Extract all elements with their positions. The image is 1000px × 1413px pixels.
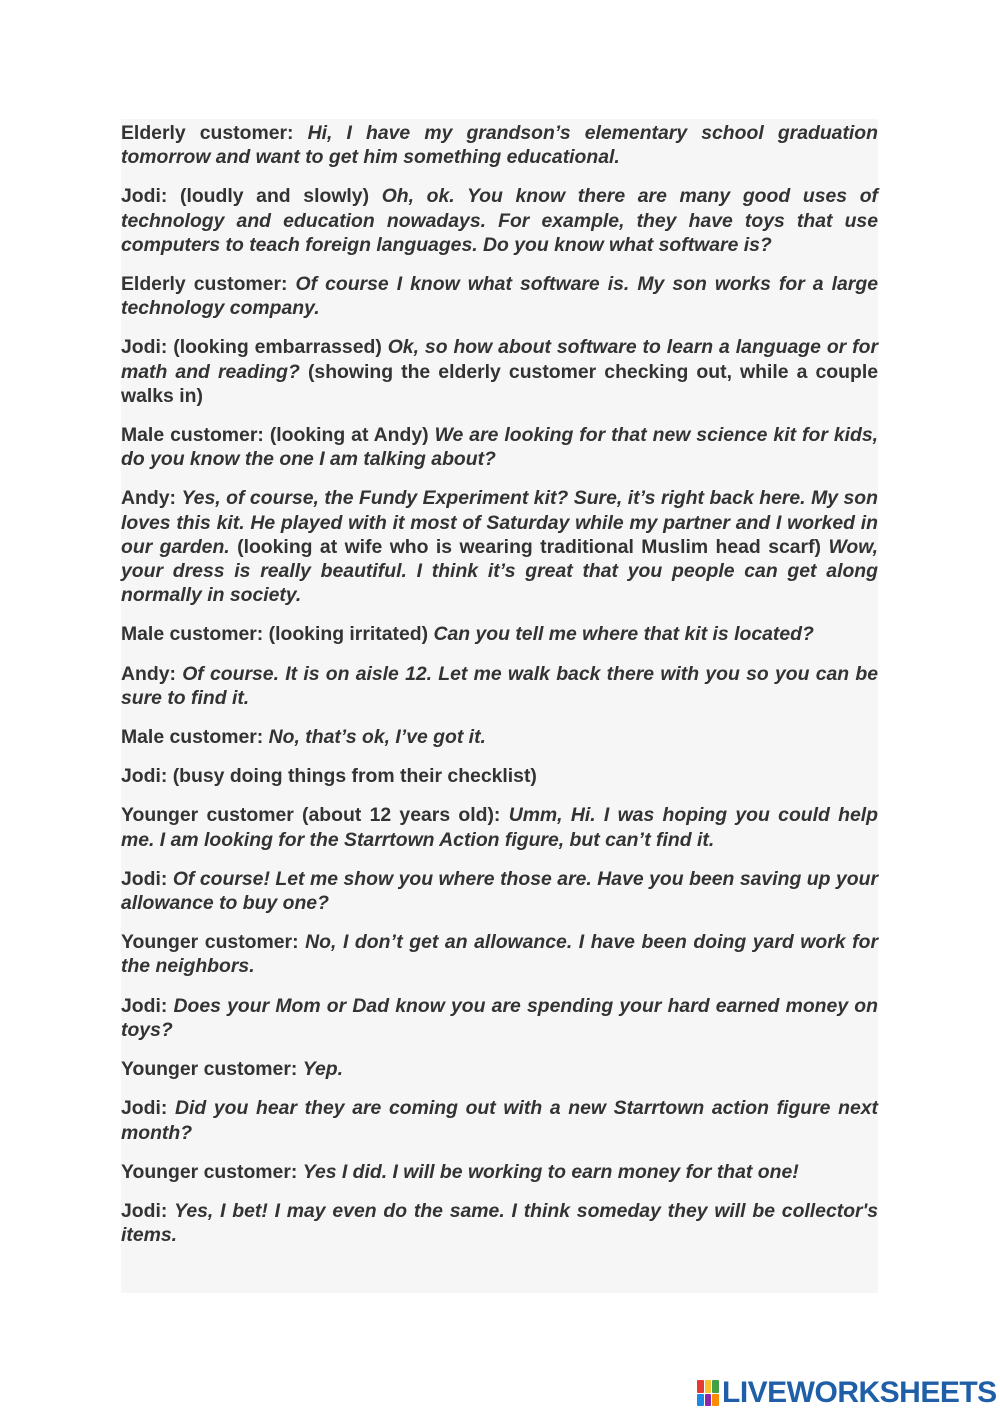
speaker-name: Jodi: <box>121 765 168 788</box>
dialogue-line <box>121 662 878 710</box>
spoken-line: Does your Mom or Dad know you are spending your hard earned money on toys? <box>121 994 878 1041</box>
spoken-line: Oh, ok. You know there are many good uses of technology and education nowadays. For example, they have toys that use computers to teach foreign languages. Do you know what software is? <box>121 185 878 256</box>
dialogue-line <box>121 803 878 851</box>
worksheet-page <box>121 119 878 1293</box>
liveworksheets-logo <box>697 1376 997 1410</box>
speaker-name: Andy: <box>121 662 176 685</box>
spoken-line: We are looking for that new science kit for kids, do you know the one I am talking about? <box>121 424 879 471</box>
stage-direction: (looking at Andy) <box>269 424 429 447</box>
stage-direction: (loudly and slowly) <box>179 185 370 208</box>
speaker-name: Jodi: <box>121 994 168 1017</box>
speaker-name: Andy: <box>121 487 176 510</box>
speaker-name: Jodi: <box>121 1199 168 1222</box>
dialogue-line <box>121 184 878 257</box>
stage-direction: (busy doing things from their checklist) <box>172 765 537 788</box>
speaker-name: Jodi: <box>121 1097 168 1120</box>
speaker-name: Male customer: <box>121 623 264 646</box>
dialogue-line <box>121 121 878 169</box>
speaker-name: Younger customer: <box>121 931 299 954</box>
spoken-line: Yes, of course, the Fundy Experiment kit? Sure, it’s right back here. My son loves this kit. He played with it most of Saturday while my partner and I worked in our garden. <box>121 487 878 558</box>
stage-direction: (looking at wife who is wearing traditional Muslim head scarf) <box>237 535 822 558</box>
spoken-line: Did you hear they are coming out with a new Starrtown action figure next month? <box>121 1097 878 1144</box>
speaker-name: Younger customer (about 12 years old): <box>121 804 501 827</box>
speaker-name: Jodi: <box>121 336 168 359</box>
spoken-line: Of course. It is on aisle 12. Let me walk back there with you so you can be sure to find it. <box>121 662 878 709</box>
dialogue-line <box>121 622 878 646</box>
dialogue-line <box>121 423 878 471</box>
dialogue-line <box>121 1096 878 1144</box>
spoken-line: Umm, Hi. I was hoping you could help me. I am looking for the Starrtown Action figure, but can’t find it. <box>121 804 879 851</box>
dialogue-line <box>121 1160 878 1184</box>
spoken-line: Hi, I have my grandson’s elementary school graduation tomorrow and want to get him something educational. <box>121 122 878 169</box>
speaker-name: Male customer: <box>121 726 264 749</box>
speaker-name: Jodi: <box>121 185 168 208</box>
speaker-name: Male customer: <box>121 424 264 447</box>
stage-direction: (showing the elderly customer checking out, while a couple walks in) <box>121 360 878 407</box>
dialogue-line <box>121 764 878 788</box>
dialogue-line <box>121 335 878 408</box>
spoken-line: Yep. <box>302 1058 343 1081</box>
speaker-name: Younger customer: <box>121 1160 298 1183</box>
logo-text: LIVEWORKSHEETS <box>722 1376 997 1409</box>
spoken-line: Can you tell me where that kit is located? <box>433 623 814 646</box>
spoken-line: No, I don’t get an allowance. I have been doing yard work for the neighbors. <box>121 931 878 978</box>
spoken-line: Ok, so how about software to learn a language or for math and reading? <box>121 336 878 383</box>
dialogue-line <box>121 725 878 749</box>
dialogue-line <box>121 867 878 915</box>
stage-direction: (looking embarrassed) <box>173 336 382 359</box>
dialogue-line <box>121 486 878 607</box>
dialogue-script <box>121 121 878 1247</box>
dialogue-line <box>121 930 878 978</box>
spoken-line: No, that’s ok, I’ve got it. <box>268 726 486 749</box>
speaker-name: Younger customer: <box>121 1058 298 1081</box>
dialogue-line <box>121 1199 878 1247</box>
dialogue-line <box>121 994 878 1042</box>
speaker-name: Elderly customer: <box>121 122 294 144</box>
logo-icon <box>697 1380 719 1406</box>
spoken-line: Of course! Let me show you where those are. Have you been saving up your allowance to buy one? <box>121 867 878 915</box>
dialogue-line <box>121 1057 878 1081</box>
speaker-name: Elderly customer: <box>121 273 288 296</box>
spoken-line: Of course I know what software is. My son works for a large technology company. <box>121 273 878 320</box>
spoken-line: Yes I did. I will be working to earn money for that one! <box>302 1160 799 1183</box>
stage-direction: (looking irritated) <box>268 623 429 646</box>
spoken-line: Wow, your dress is really beautiful. I think it’s great that you people can get along normally in society. <box>121 535 878 607</box>
speaker-name: Jodi: <box>121 867 168 890</box>
dialogue-line <box>121 272 878 320</box>
spoken-line: Yes, I bet! I may even do the same. I think someday they will be collector's items. <box>121 1199 878 1247</box>
